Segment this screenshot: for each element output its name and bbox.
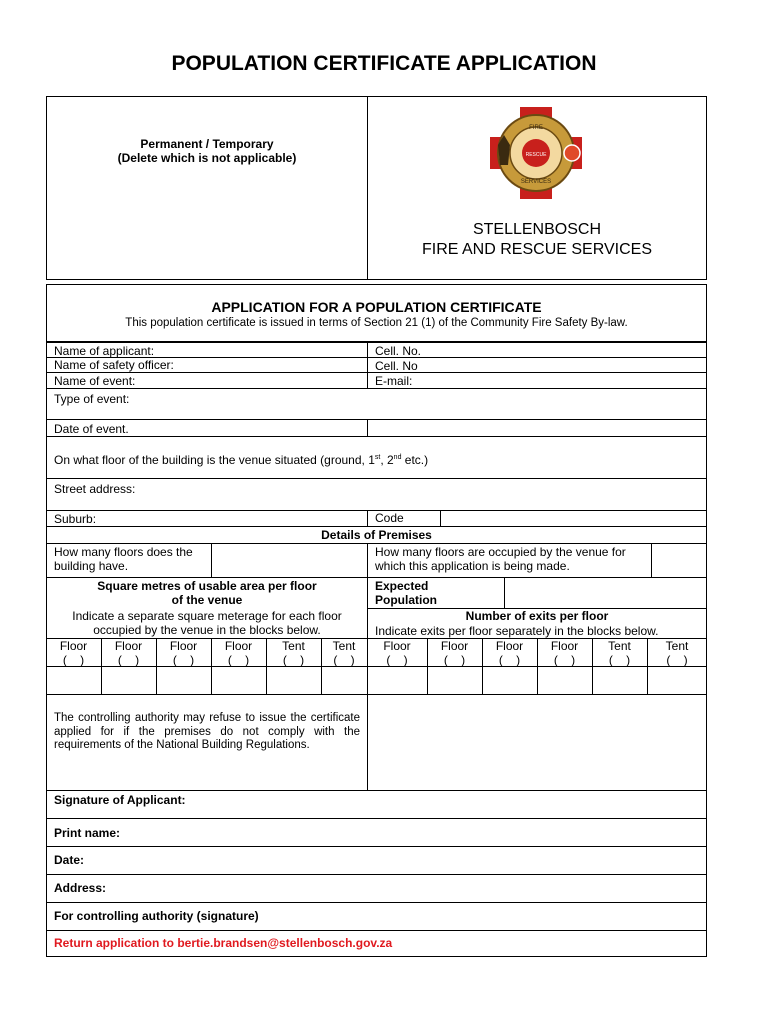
- column-label-floor: Floor: [224, 639, 253, 653]
- signature-of-applicant-label: Signature of Applicant:: [54, 793, 186, 807]
- column-label-floor: Floor: [495, 639, 524, 653]
- sqm-heading-line1: Square metres of usable area per floor: [97, 579, 317, 593]
- expected-population-line2: Population: [375, 593, 437, 607]
- sqm-note-line2: occupied by the venue in the blocks below.: [93, 623, 321, 637]
- floors-have-line1: How many floors does the: [54, 545, 193, 559]
- fire-rescue-emblem: [480, 105, 592, 201]
- floor-question-part-b: , 2: [380, 453, 394, 467]
- column-value-cell[interactable]: [427, 667, 482, 694]
- name-of-event-label: Name of event:: [54, 374, 136, 388]
- column-value-cell[interactable]: [482, 667, 537, 694]
- column-number-paren: ( ): [62, 653, 85, 667]
- date-label: Date:: [54, 853, 85, 867]
- floors-occupied-line2: which this application is being made.: [375, 559, 570, 573]
- email-label: E-mail:: [375, 374, 413, 388]
- floors-have-line2: building have.: [54, 559, 129, 573]
- controlling-authority-notice: The controlling authority may refuse to issue the certificate applied for if the premises do not comply with the requirements of the National Building Regulations.: [54, 712, 360, 751]
- column-value-cell[interactable]: [101, 667, 156, 694]
- exits-per-floor-heading: Number of exits per floor: [465, 609, 609, 623]
- floor-question-part-a: On what floor of the building is the venue situated (ground, 1: [54, 453, 375, 467]
- column-number-paren: ( ): [553, 653, 576, 667]
- column-label-floor: Floor: [550, 639, 579, 653]
- expected-population-line1: Expected: [375, 579, 429, 593]
- column-number-paren: ( ): [333, 653, 355, 667]
- column-value-cell[interactable]: [321, 667, 367, 694]
- column-label-floor: Floor: [383, 639, 411, 653]
- org-name-line2: FIRE AND RESCUE SERVICES: [422, 241, 652, 258]
- column-label-tent: Tent: [665, 639, 689, 653]
- controlling-authority-signature-label: For controlling authority (signature): [54, 909, 259, 923]
- permanent-temporary-label: Permanent / Temporary: [140, 137, 274, 151]
- emblem-top-text: FIRE: [529, 125, 543, 131]
- column-value-cell[interactable]: [647, 667, 707, 694]
- delete-note: (Delete which is not applicable): [117, 151, 297, 165]
- column-value-cell[interactable]: [211, 667, 266, 694]
- column-number-paren: ( ): [227, 653, 250, 667]
- column-value-cell[interactable]: [266, 667, 321, 694]
- org-name-line1: STELLENBOSCH: [472, 221, 602, 238]
- floor-question-label: [54, 453, 428, 467]
- column-number-paren: ( ): [443, 653, 466, 667]
- exits-per-floor-note: Indicate exits per floor separately in the blocks below.: [375, 624, 659, 638]
- column-label-floor: Floor: [440, 639, 469, 653]
- floors-occupied-line1: How many floors are occupied by the venue for: [375, 545, 626, 559]
- column-label-floor: Floor: [169, 639, 198, 653]
- floor-question-part-c: etc.): [401, 453, 429, 467]
- column-label-tent: Tent: [282, 639, 305, 653]
- column-label-floor: Floor: [114, 639, 143, 653]
- column-value-cell[interactable]: [156, 667, 211, 694]
- application-title: APPLICATION FOR A POPULATION CERTIFICATE: [211, 299, 542, 315]
- type-of-event-label: Type of event:: [54, 392, 130, 406]
- column-number-paren: ( ): [666, 653, 688, 667]
- column-label-floor: Floor: [59, 639, 88, 653]
- column-value-cell[interactable]: [592, 667, 647, 694]
- floor-question-sup-1: st: [374, 454, 381, 461]
- cell-no-label-2: Cell. No: [375, 359, 418, 373]
- column-number-paren: ( ): [608, 653, 631, 667]
- details-of-premises-heading: Details of Premises: [321, 528, 432, 542]
- column-value-cell[interactable]: [46, 667, 101, 694]
- name-of-applicant-label: Name of applicant:: [54, 344, 155, 358]
- sqm-note-line1: Indicate a separate square meterage for each floor: [72, 609, 342, 623]
- emblem-middle-text: RESCUE: [525, 152, 547, 158]
- column-label-tent: Tent: [608, 639, 631, 653]
- application-subtitle: This population certificate is issued in terms of Section 21 (1) of the Community Fire Safety By-law.: [125, 317, 628, 329]
- code-label: Code: [375, 511, 404, 525]
- emblem-bottom-text: SERVICES: [520, 179, 552, 185]
- column-number-paren: ( ): [386, 653, 408, 667]
- page-title: POPULATION CERTIFICATE APPLICATION: [171, 52, 597, 75]
- sqm-heading-line2: of the venue: [171, 593, 243, 607]
- name-of-safety-officer-label: Name of safety officer:: [54, 358, 174, 372]
- column-number-paren: ( ): [172, 653, 195, 667]
- return-application-note: Return application to bertie.brandsen@stellenbosch.gov.za: [54, 936, 393, 950]
- column-number-paren: ( ): [117, 653, 140, 667]
- street-address-label: Street address:: [54, 482, 136, 496]
- column-value-cell[interactable]: [537, 667, 592, 694]
- column-number-paren: ( ): [282, 653, 305, 667]
- column-label-tent: Tent: [332, 639, 356, 653]
- floor-question-sup-2: nd: [393, 454, 402, 461]
- suburb-label: Suburb:: [54, 512, 97, 526]
- column-number-paren: ( ): [498, 653, 521, 667]
- cell-no-label-1: Cell. No.: [375, 344, 422, 358]
- print-name-label: Print name:: [54, 826, 121, 840]
- date-of-event-label: Date of event.: [54, 422, 129, 436]
- column-value-cell[interactable]: [367, 667, 427, 694]
- address-label: Address:: [54, 881, 107, 895]
